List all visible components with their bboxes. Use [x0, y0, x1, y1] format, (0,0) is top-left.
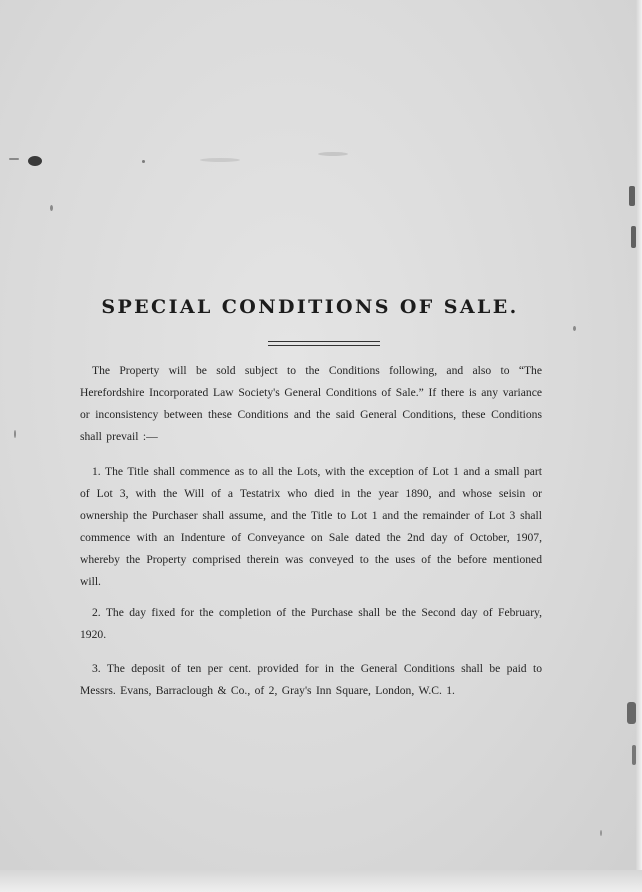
ink-speck — [629, 186, 635, 206]
page-edge — [636, 0, 642, 892]
ink-speck — [14, 430, 16, 438]
ink-blot — [28, 156, 42, 166]
document-title: SPECIAL CONDITIONS OF SALE. — [101, 296, 519, 318]
condition-1: 1. The Title shall commence as to all the Lots, with the exception of Lot 1 and a small part of Lot 3, with the Will of a Testatrix who died in the year 1890, and whose seisin or ownership the Purchaser shall assume, and the Title to Lot 1 and the remainder of Lot 3 shall commence with an Indenture of Conveyance on Sale dated the 2nd day of October, 1907, whereby the Property comprised therein was conveyed to the uses of the before mentioned will. — [80, 465, 542, 588]
ink-speck — [9, 158, 19, 160]
ink-speck — [627, 702, 636, 724]
intro-paragraph: The Property will be sold subject to the Conditions following, and also to “The Herefordshire Incorporated Law Society's General Conditions of Sale.” If there is any variance or inconsistency between these Conditions and the said General Conditions, these Conditions shall prevail :— — [80, 364, 542, 443]
ink-speck — [50, 205, 53, 211]
page-bottom-edge — [0, 870, 642, 892]
condition-2: 2. The day fixed for the completion of the Purchase shall be the Second day of February, 1920. — [80, 606, 542, 641]
ink-speck — [142, 160, 145, 163]
ink-speck — [600, 830, 602, 836]
ink-speck — [318, 152, 348, 156]
title-rule — [268, 345, 380, 346]
ink-speck — [200, 158, 240, 162]
ink-speck — [573, 326, 576, 331]
title-rule — [268, 341, 380, 342]
condition-3: 3. The deposit of ten per cent. provided for in the General Conditions shall be paid to Messrs. Evans, Barraclough & Co., of 2, Gray's Inn Square, London, W.C. 1. — [80, 662, 542, 697]
